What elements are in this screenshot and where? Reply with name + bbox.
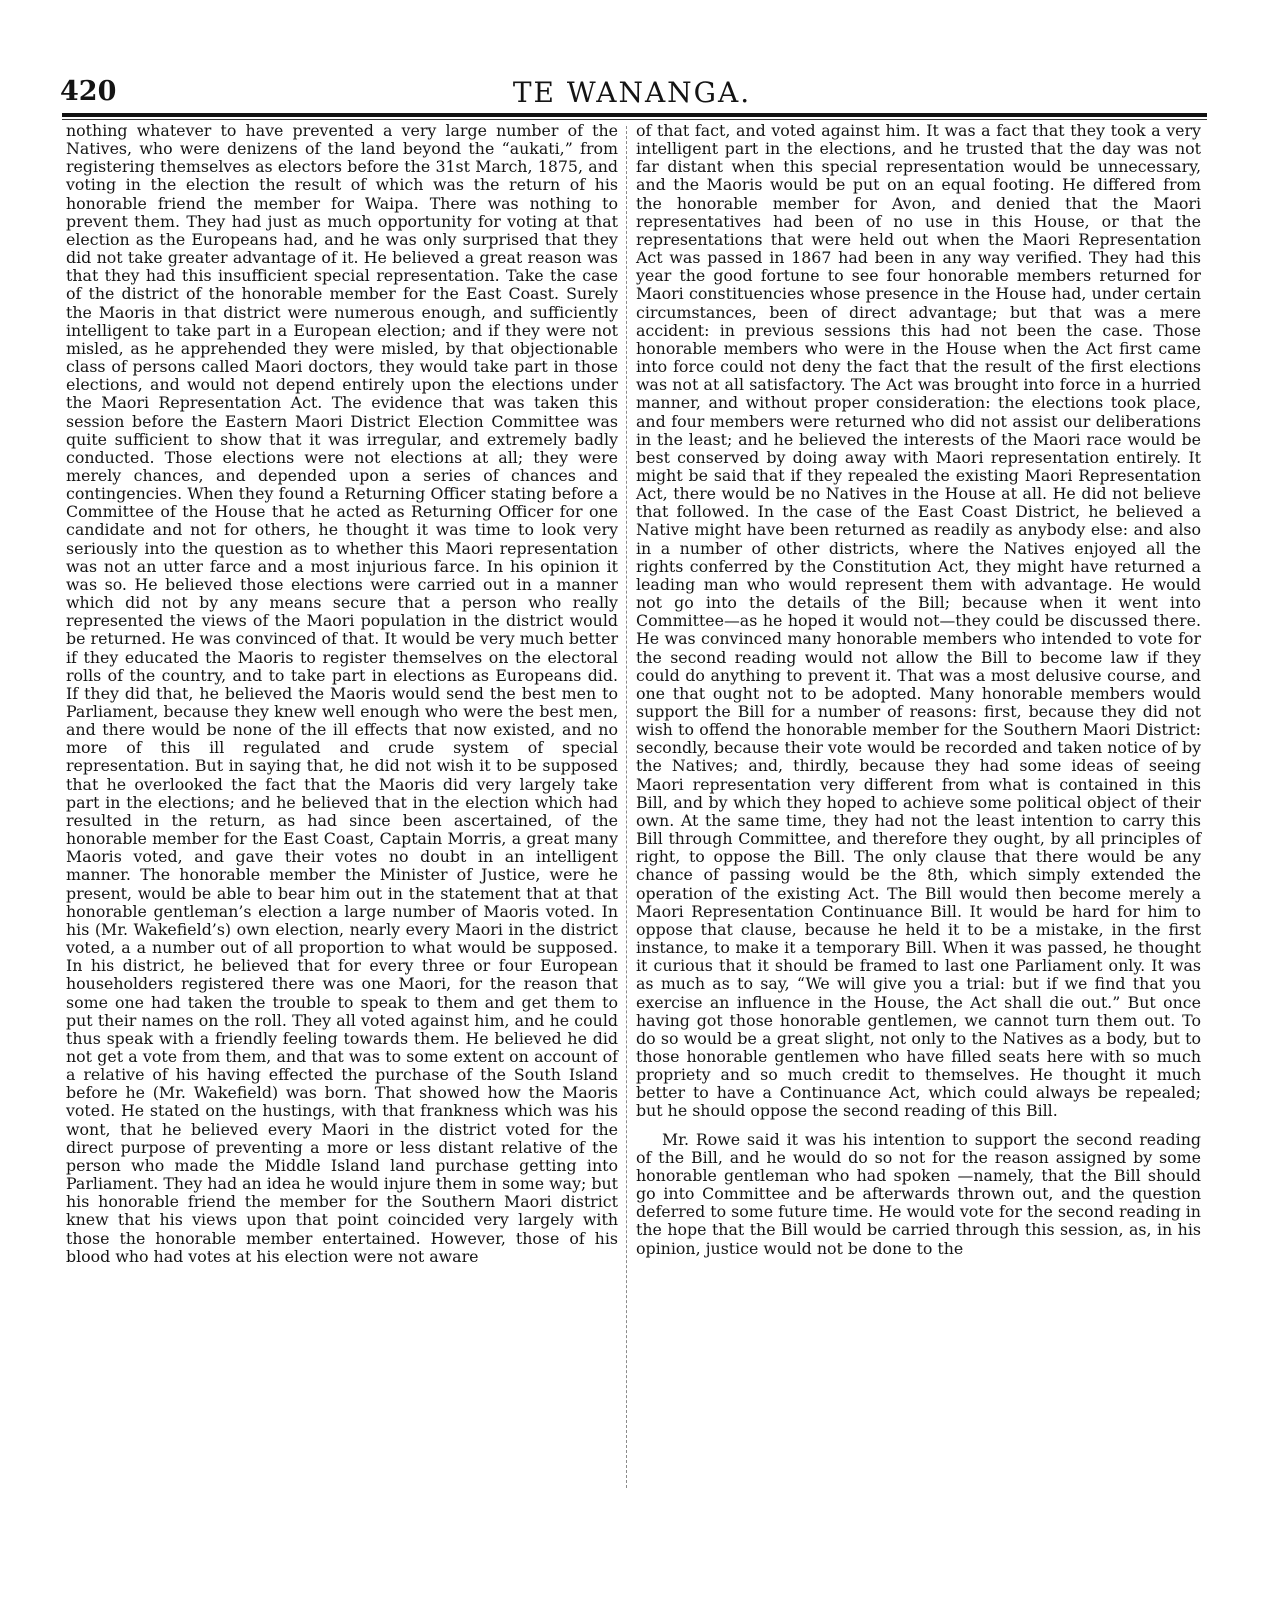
left-column <box>66 122 618 1266</box>
left-column-text: nothing whatever to have prevented a very large number of the Natives, who were denizens of the land beyond the “aukati,” from registering themselves as electors before the 31st March, 1875, and voting in the election the result of which was the return of his honorable friend the member for Waipa. There was nothing to prevent them. They had just as much opportunity for voting at that election as the Europeans had, and he was only surprised that they did not take greater advantage of it. He believed a great reason was that they had this insufficient special representation. Take the case of the district of the honorable member for the East Coast. Surely the Maoris in that district were numerous enough, and sufficiently intelligent to take part in a European election; and if they were not misled, as he apprehended they were misled, by that objectionable class of persons called Maori doctors, they would take part in those elections, and would not depend entirely upon the elections under the Maori Representation Act. The evidence that was taken this session before the Eastern Maori District Election Committee was quite sufficient to show that it was irregular, and extremely badly conducted. Those elections were not elections at all; they were merely chances, and depended upon a series of chances and contingencies. When they found a Returning Officer stating before a Committee of the House that he acted as Returning Officer for one candidate and not for others, he thought it was time to look very seriously into the question as to whether this Maori representation was not an utter farce and a most injurious farce. In his opinion it was so. He believed those elections were carried out in a manner which did not by any means secure that a person who really represented the views of the Maori population in the district would be returned. He was convinced of that. It would be very much better if they educated the Maoris to register themselves on the electoral rolls of the country, and to take part in elections as Europeans did. If they did that, he believed the Maoris would send the best men to Parliament, because they knew well enough who were the best men, and there would be none of the ill effects that now existed, and no more of this ill regulated and crude system of special representation. But in saying that, he did not wish it to be supposed that he overlooked the fact that the Maoris did very largely take part in the elections; and he believed that in the election which had resulted in the return, as had since been ascertained, of the honorable member for the East Coast, Captain Morris, a great many Maoris voted, and gave their votes no doubt in an intelligent manner. The honorable member the Minister of Justice, were he present, would be able to bear him out in the statement that at that honorable gentleman’s election a large number of Maoris voted. In his (Mr. Wakefield’s) own election, nearly every Maori in the district voted, a a number out of all proportion to what would be supposed. In his district, he believed that for every three or four European householders registered there was one Maori, for the reason that some one had taken the trouble to speak to them and get them to put their names on the roll. They all voted against him, and he could thus speak with a friendly feeling towards them. He believed he did not get a vote from them, and that was to some extent on account of a relative of his having effected the purchase of the South Island before he (Mr. Wakefield) was born. That showed how the Maoris voted. He stated on the hustings, with that frankness which was his wont, that he believed every Maori in the district voted for the direct purpose of preventing a more or less distant relative of the person who made the Middle Island land purchase getting into Parliament. They had an idea he would injure them in some way; but his honorable friend the member for the Southern Maori district knew that his views upon that point coincided very largely with those the honorable member entertained. However, those of his blood who had votes at his election were not aware <box>66 121 618 1266</box>
running-title: TE WANANGA. <box>512 76 752 109</box>
right-column <box>636 122 1201 1258</box>
right-paragraph-2: Mr. Rowe said it was his intention to support the second reading of the Bill, and he would do so not for the reason assigned by some honorable gentleman who had spoken —namely, that the Bill should go into Committee and be afterwards thrown out, and the question deferred to some future time. He would vote for the second reading in the hope that the Bill would be carried through this session, as, in his opinion, justice would not be done to the <box>636 1129 1201 1258</box>
header-rule-thin <box>62 119 1207 120</box>
right-paragraph-1: of that fact, and voted against him. It was a fact that they took a very intelligent part in the elections, and he trusted that the day was not far distant when this special representation would be unnecessary, and the Maoris would be put on an equal footing. He differed from the honorable member for Avon, and denied that the Maori representatives had been of no use in this House, or that the representations that were held out when the Maori Representation Act was passed in 1867 had been in any way verified. They had this year the good fortune to see four honorable members returned for Maori constituencies whose presence in the House had, under certain circumstances, been of direct advantage; but that was a mere accident: in previous sessions this had not been the case. Those honorable members who were in the House when the Act first came into force could not deny the fact that the result of the first elections was not at all satisfactory. The Act was brought into force in a hurried manner, and without proper consideration: the elections took place, and four members were returned who did not assist our deliberations in the least; and he believed the interests of the Maori race would be best conserved by doing away with Maori representation entirely. It might be said that if they repealed the existing Maori Representation Act, there would be no Natives in the House at all. He did not believe that followed. In the case of the East Coast District, he believed a Native might have been returned as readily as anybody else: and also in a number of other districts, where the Natives enjoyed all the rights conferred by the Constitution Act, they might have returned a leading man who would represent them with advantage. He would not go into the details of the Bill; because when it went into Committee—as he hoped it would not—they could be discussed there. He was convinced many honorable members who intended to vote for the second reading would not allow the Bill to become law if they could do anything to prevent it. That was a most delusive course, and one that ought not to be adopted. Many honorable members would support the Bill for a number of reasons: first, because they did not wish to offend the honorable member for the Southern Maori District: secondly, because their vote would be recorded and taken notice of by the Natives; and, thirdly, because they had some ideas of seeing Maori representation very different from what is contained in this Bill, and by which they hoped to achieve some political object of their own. At the same time, they had not the least intention to carry this Bill through Committee, and therefore they ought, by all principles of right, to oppose the Bill. The only clause that there would be any chance of passing would be the 8th, which simply extended the operation of the existing Act. The Bill would then become merely a Maori Representation Continuance Bill. It would be hard for him to oppose that clause, because he held it to be a mistake, in the first instance, to make it a temporary Bill. When it was passed, he thought it curious that it should be framed to last one Parliament only. It was as much as to say, “We will give you a trial: but if we find that you exercise an influence in the House, the Act shall die out.” But once having got those honorable gentlemen, we cannot turn them out. To do so would be a great slight, not only to the Natives as a body, but to those honorable gentlemen who have filled seats here with so much propriety and so much credit to themselves. He thought it much better to have a Continuance Act, which could always be repealed; but he should oppose the second reading of this Bill. <box>636 121 1201 1121</box>
page-number: 420 <box>60 76 117 107</box>
page-header <box>58 70 1206 110</box>
column-divider <box>626 126 627 1488</box>
header-rule-thick <box>62 113 1207 117</box>
